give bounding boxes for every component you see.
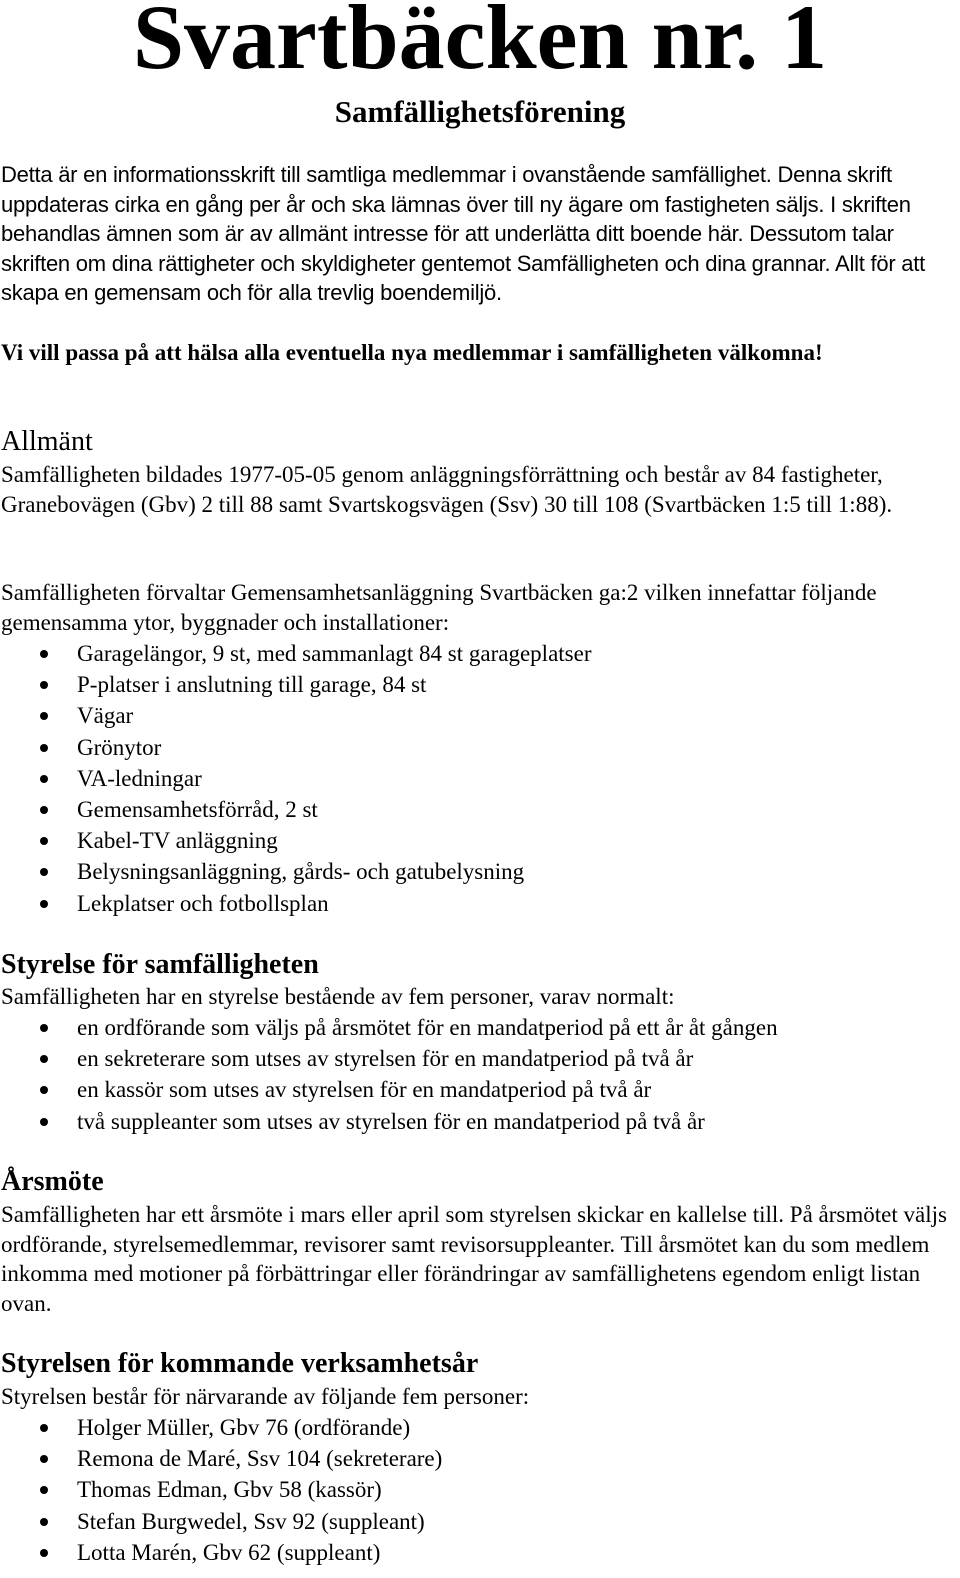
allmant-paragraph-2: Samfälligheten förvaltar Gemensamhetsanläggning Svartbäcken ga:2 vilken innefattar följande gemensamma ytor, byggnader och installationer: (1, 580, 877, 635)
bullet-icon (40, 650, 48, 658)
bullet-icon (40, 837, 48, 845)
board-members-list (0, 1412, 442, 1568)
list-item (0, 732, 592, 763)
list-item (0, 669, 592, 700)
list-item-text: Vägar (77, 703, 134, 729)
list-item-text: Lekplatser och fotbollsplan (77, 890, 329, 916)
list-item (0, 1412, 442, 1443)
page-title: Svartbäcken nr. 1 (132, 0, 828, 88)
bullet-icon (40, 712, 48, 720)
list-item-text: VA-ledningar (77, 765, 202, 791)
bullet-icon (40, 900, 48, 908)
bullet-icon (40, 744, 48, 752)
list-item (0, 1074, 778, 1105)
list-item-text: Grönytor (77, 734, 162, 760)
section-heading-arsmote: Årsmöte (1, 1166, 104, 1197)
bullet-icon (40, 681, 48, 689)
list-item (0, 888, 592, 919)
bullet-icon (40, 1086, 48, 1094)
list-item-text: Holger Müller, Gbv 76 (ordförande) (77, 1415, 411, 1440)
bullet-icon (40, 775, 48, 783)
bullet-icon (40, 1486, 48, 1494)
list-item (0, 763, 592, 794)
kommande-paragraph: Styrelsen består för närvarande av följande fem personer: (1, 1384, 530, 1409)
list-item (0, 856, 592, 887)
arsmote-paragraph: Samfälligheten har ett årsmöte i mars eller april som styrelsen skickar en kallelse till. På årsmötet väljs ordförande, styrelsemedlemmar, revisorer samt revisorsuppleanter. Till årsmötet kan du som medlem inkomma med motioner på förbättringar eller förändringar av samfällighetens egendom enligt listan ovan. (1, 1202, 947, 1316)
bullet-icon (40, 868, 48, 876)
list-item (0, 1506, 442, 1537)
list-item (0, 700, 592, 731)
list-item (0, 1474, 442, 1505)
bullet-icon (40, 1118, 48, 1126)
list-item-text: en sekreterare som utses av styrelsen för en mandatperiod på två år (77, 1046, 694, 1072)
list-item-text: Garagelängor, 9 st, med sammanlagt 84 st garageplatser (77, 641, 592, 666)
allmant-paragraph-1: Samfälligheten bildades 1977-05-05 genom anläggningsförrättning och består av 84 fastigheter, Granebovägen (Gbv) 2 till 88 samt Svartskogsvägen (Ssv) 30 till 108 (Svartbäcken 1:5 till 1:88). (1, 462, 893, 517)
section-heading-allmant: Allmänt (1, 426, 93, 457)
bullet-icon (40, 806, 48, 814)
list-item (0, 1106, 778, 1137)
bullet-icon (40, 1055, 48, 1063)
list-item-text: Lotta Marén, Gbv 62 (suppleant) (77, 1539, 381, 1565)
list-item-text: en ordförande som väljs på årsmötet för en mandatperiod på ett år åt gången (77, 1015, 778, 1040)
page-subtitle: Samfällighetsförening (334, 94, 626, 129)
bullet-icon (40, 1549, 48, 1557)
list-item (0, 1443, 442, 1474)
list-item (0, 1537, 442, 1568)
list-item (0, 1043, 778, 1074)
list-item-text: Remona de Maré, Ssv 104 (sekreterare) (77, 1446, 443, 1472)
list-item-text: Gemensamhetsförråd, 2 st (77, 796, 318, 822)
section-heading-styrelse: Styrelse för samfälligheten (1, 949, 319, 980)
list-item-text: en kassör som utses av styrelsen för en mandatperiod på två år (77, 1077, 652, 1103)
list-item-text: Kabel-TV anläggning (77, 828, 278, 854)
list-item-text: Stefan Burgwedel, Ssv 92 (suppleant) (77, 1508, 425, 1534)
styrelse-paragraph: Samfälligheten har en styrelse bestående av fem personer, varav normalt: (1, 984, 675, 1009)
welcome-message: Vi vill passa på att hälsa alla eventuella nya medlemmar i samfälligheten välkomna! (1, 340, 823, 365)
section-heading-kommande: Styrelsen för kommande verksamhetsår (1, 1348, 479, 1379)
bullet-icon (40, 1024, 48, 1032)
bullet-icon (40, 1518, 48, 1526)
bullet-icon (40, 1424, 48, 1432)
facilities-list (0, 638, 592, 919)
list-item-text: två suppleanter som utses av styrelsen för en mandatperiod på två år (77, 1108, 705, 1134)
list-item (0, 638, 592, 669)
list-item (0, 1012, 778, 1043)
list-item-text: P-platser i anslutning till garage, 84 st (77, 672, 427, 698)
list-item (0, 794, 592, 825)
list-item-text: Belysningsanläggning, gårds- och gatubelysning (77, 859, 525, 885)
bullet-icon (40, 1455, 48, 1463)
list-item-text: Thomas Edman, Gbv 58 (kassör) (77, 1477, 382, 1503)
intro-paragraph: Detta är en informationsskrift till samtliga medlemmar i ovanstående samfällighet. Denna skrift uppdateras cirka en gång per år och ska lämnas över till ny ägare om fastigheten säljs. I skriften behandlas ämnen som är av allmänt intresse för att underlätta ditt boende här. Dessutom talar skriften om dina rättigheter och skyldigheter gentemot Samfälligheten och dina grannar. Allt för att skapa en gemensam och för alla trevlig boendemiljö. (1, 162, 925, 306)
list-item (0, 825, 592, 856)
board-roles-list (0, 1012, 778, 1137)
